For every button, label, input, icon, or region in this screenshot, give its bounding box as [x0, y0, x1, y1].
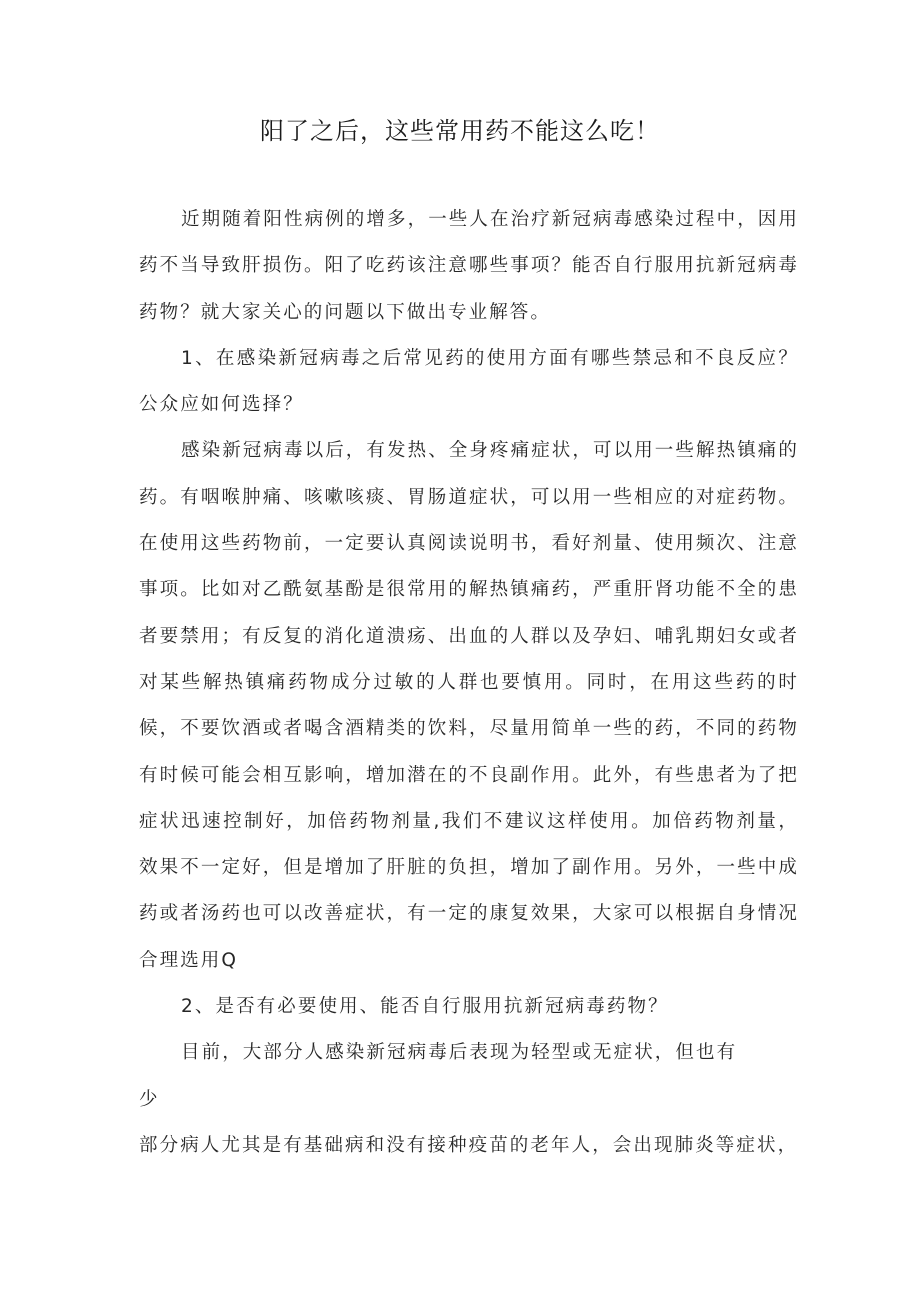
- document-body: [139, 197, 799, 1169]
- question-1-heading: 1、在感染新冠病毒之后常见药的使用方面有哪些禁忌和不良反应？公众应如何选择？: [139, 347, 799, 416]
- answer-2-line-1: 目前，大部分人感染新冠病毒后表现为轻型或无症状，但也有少: [139, 1042, 738, 1110]
- document-title: 阳了之后，这些常用药不能这么吃！: [260, 117, 660, 145]
- question-2-heading: 2、是否有必要使用、能否自行服用抗新冠病毒药物？: [181, 996, 669, 1018]
- intro-paragraph: 近期随着阳性病例的增多，一些人在治疗新冠病毒感染过程中，因用药不当导致肝损伤。阳了吃药该注意哪些事项？能否自行服用抗新冠病毒药物？就大家关心的问题以下做出专业解答。: [139, 209, 800, 323]
- answer-1-paragraph: 感染新冠病毒以后，有发热、全身疼痛症状，可以用一些解热镇痛的药。有咽喉肿痛、咳嗽咳痰、胃肠道症状，可以用一些相应的对症药物。在使用这些药物前，一定要认真阅读说明书，看好剂量、使用频次、注意事项。比如对乙酰氨基酚是很常用的解热镇痛药，严重肝肾功能不全的患者要禁用；有反复的消化道溃疡、出血的人群以及孕妇、哺乳期妇女或者对某些解热镇痛药物成分过敏的人群也要慎用。同时，在用这些药的时候，不要饮酒或者喝含酒精类的饮料，尽量用简单一些的药，不同的药物有时候可能会相互影响，增加潜在的不良副作用。此外，有些患者为了把症状迅速控制好，加倍药物剂量,我们不建议这样使用。加倍药物剂量，效果不一定好，但是增加了肝脏的负担，增加了副作用。另外，一些中成药或者汤药也可以改善症状，有一定的康复效果，大家可以根据自身情况合理选用Q: [139, 440, 800, 971]
- answer-2-line-2: 部分病人尤其是有基础病和没有接种疫苗的老年人，会出现肺炎等症状，: [139, 1134, 799, 1156]
